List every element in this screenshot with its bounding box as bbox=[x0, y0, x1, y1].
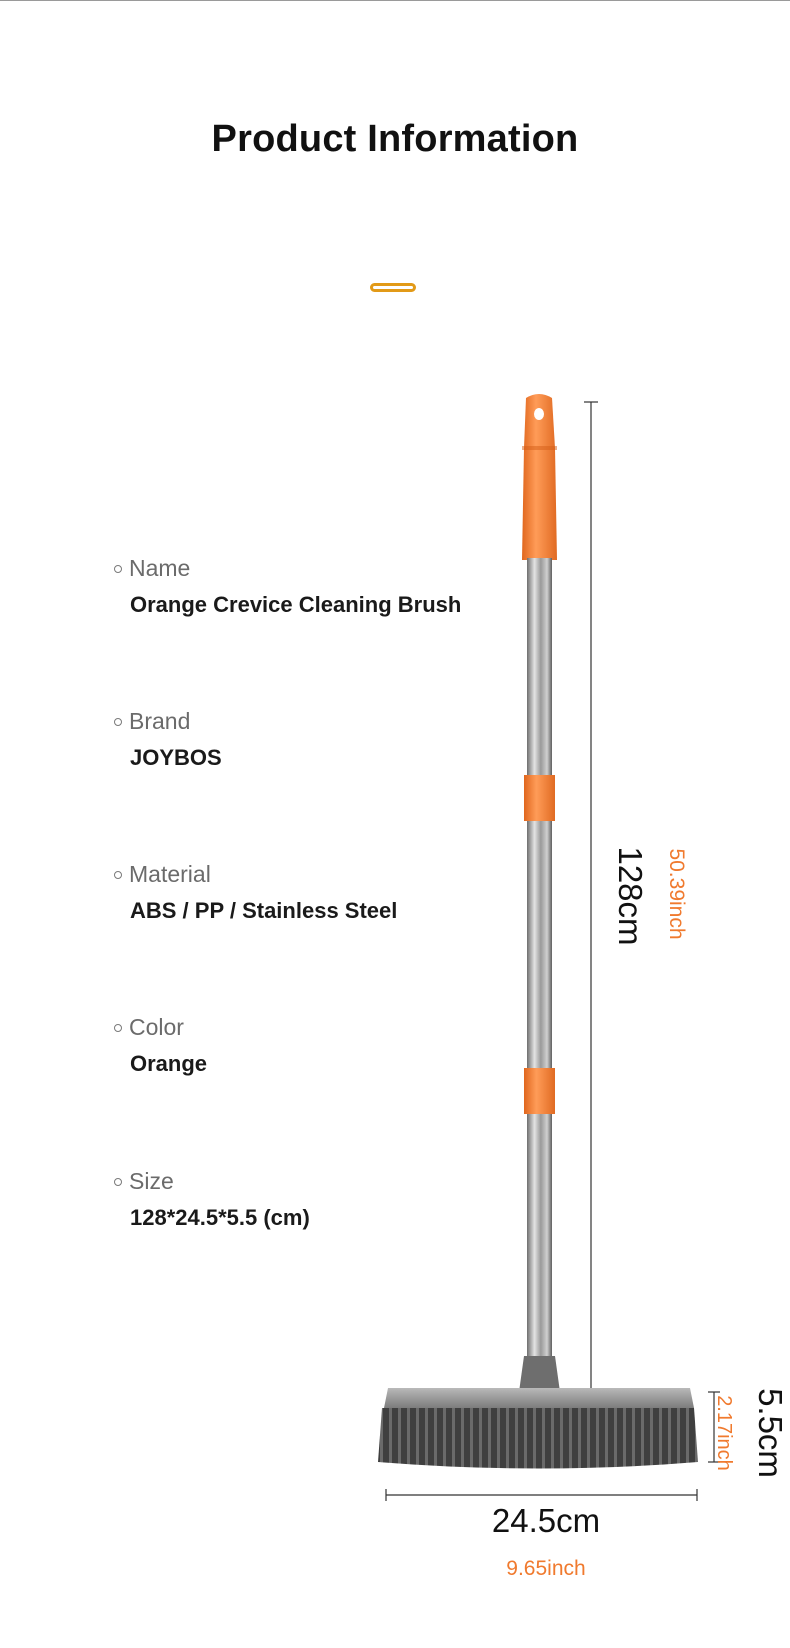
spec-value: ABS / PP / Stainless Steel bbox=[130, 898, 398, 923]
width-cm-label: 24.5cm bbox=[491, 1502, 601, 1539]
brush-head bbox=[384, 1388, 694, 1408]
height-inch-label: 50.39inch bbox=[665, 848, 688, 940]
width-dimension-line bbox=[386, 1489, 697, 1501]
spec-label: Color bbox=[129, 1014, 184, 1040]
brush-bristles bbox=[378, 1408, 698, 1469]
joint-ring bbox=[524, 1068, 555, 1114]
height-cm-label: 128cm bbox=[612, 846, 649, 946]
spec-value: JOYBOS bbox=[130, 745, 222, 770]
spec-label: Name bbox=[129, 555, 191, 581]
spec-value: Orange Crevice Cleaning Brush bbox=[130, 592, 462, 617]
steel-pole bbox=[527, 558, 552, 1366]
width-inch-label: 9.65inch bbox=[506, 1557, 586, 1580]
depth-inch-label: 2.17inch bbox=[713, 1395, 735, 1471]
spec-label: Material bbox=[129, 861, 211, 887]
brush-neck bbox=[519, 1356, 560, 1392]
handle-grip bbox=[522, 394, 557, 560]
height-dimension-line bbox=[584, 402, 598, 1388]
spec-value: 128*24.5*5.5 (cm) bbox=[130, 1205, 310, 1230]
spec-label: Size bbox=[129, 1168, 174, 1194]
page-title: Product Information bbox=[211, 118, 579, 160]
joint-ring bbox=[524, 775, 555, 821]
depth-cm-label: 5.5cm bbox=[752, 1388, 789, 1478]
spec-value: Orange bbox=[130, 1051, 208, 1076]
spec-label: Brand bbox=[129, 708, 191, 734]
